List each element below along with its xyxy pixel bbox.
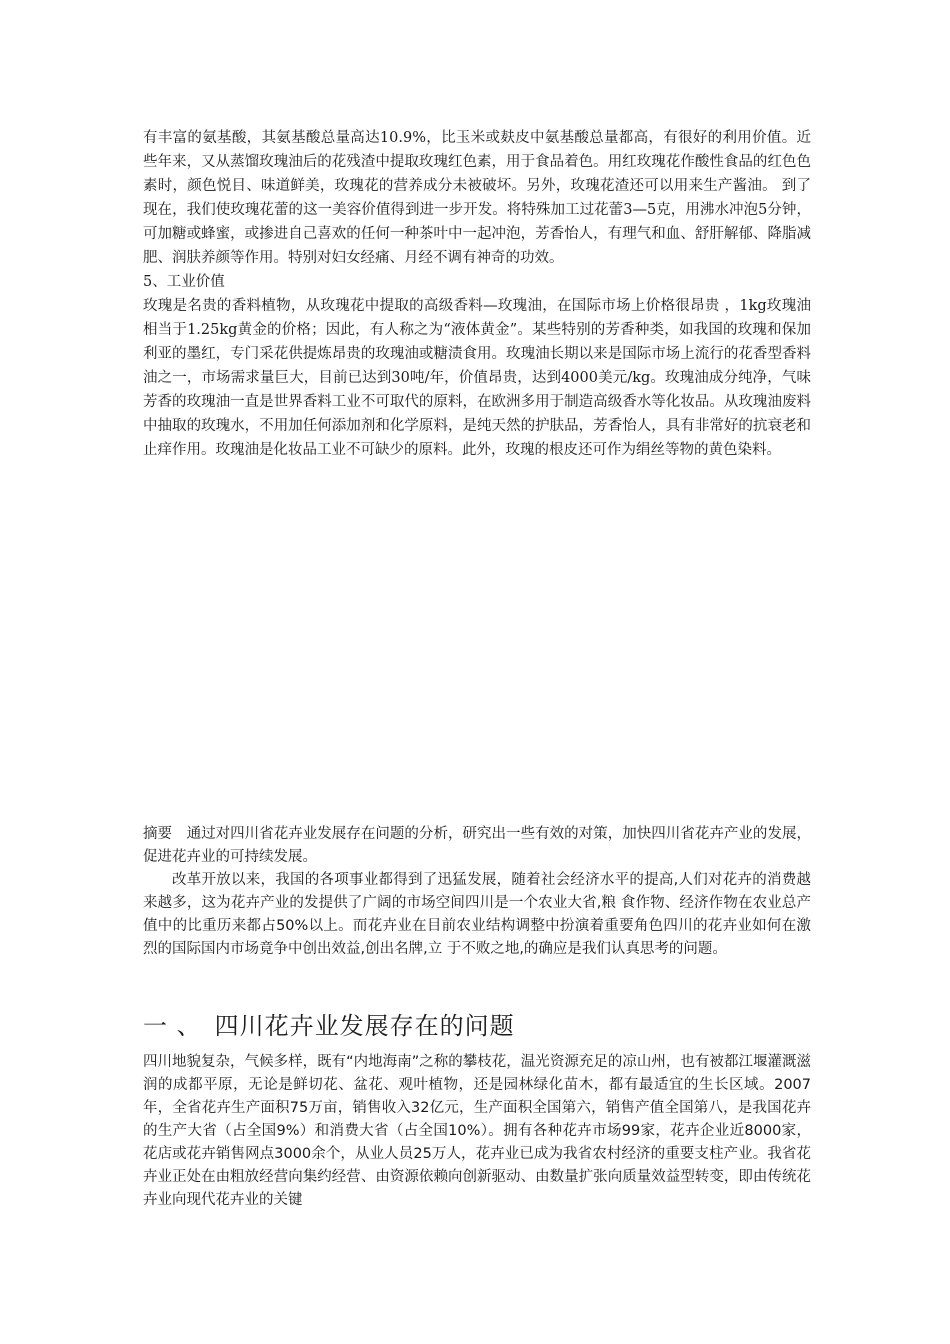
industrial-value-paragraph: 玫瑰是名贵的香料植物，从玫瑰花中提取的高级香料—玫瑰油，在国际市场上价格很昂贵 ，1kg玫瑰油相当于1.25kg黄金的价格；因此，有人称之为“液体黄金”。某些特别的芳香种类，如我国的玫瑰和保加利亚的墨红，专门采花供提炼昂贵的玫瑰油或糖渍食用。玫瑰油长期以来是国际市场上流行的花香型香料油之一，市场需求量巨大，目前已达到30吨/年，价值昂贵，达到4000美元/kg。玫瑰油成分纯净，气味芳香的玫瑰油一直是世界香料工业不可取代的原料，在欧洲多用于制造高级香水等化妆品。从玫瑰油废料中抽取的玫瑰水，不用加任何添加剂和化学原料，是纯天然的护肤品，芳香怡人，具有非常好的抗衰老和止痒作用。玫瑰油是化妆品工业不可缺少的原料。此外，玫瑰的根皮还可作为绢丝等物的黄色染料。 <box>143 298 811 458</box>
intro-paragraph: 改革开放以来，我国的各项事业都得到了迅猛发展，随着社会经济水平的提高,人们对花卉的消费越来越多，这为花卉产业的发提供了广阔的市场空间四川是一个农业大省,粮 食作物、经济作物在农业总产值中的比重历来都占50%以上。而花卉业在目前农业结构调整中扮演着重要角色四川的花卉业如何在激烈的国际国内市场竟争中创出效益,创出名牌,立 于不败之地,的确应是我们认真思考的问题。 <box>143 872 811 957</box>
section-heading-problems: 一 、 四川花卉业发展存在的问题 <box>143 1012 515 1040</box>
rose-value-section <box>143 126 811 462</box>
rose-paragraph-continued: 有丰富的氨基酸，其氨基酸总量高达10.9%，比玉米或麸皮中氨基酸总量都高，有很好的利用价值。近些年来，又从蒸馏玫瑰油后的花残渣中提取玫瑰红色素，用于食品着色。用红玫瑰花作酸性食品的红色色素时，颜色悦目、味道鲜美，玫瑰花的营养成分未被破坏。另外，玫瑰花渣还可以用来生产酱油。 到了现在，我们使玫瑰花蕾的这一美容价值得到进一步开发。将特殊加工过花蕾3—5克，用沸水冲泡5分钟，可加糖或蜂蜜，或掺进自己喜欢的任何一种茶叶中一起冲泡，芳香怡人，有理气和血、舒肝解郁、降脂减肥、润肤养颜等作用。特别对妇女经痛、月经不调有神奇的功效。 <box>143 130 811 266</box>
abstract-paragraph: 摘要 通过对四川省花卉业发展存在问题的分析，研究出一些有效的对策，加快四川省花卉产业的发展，促进花卉业的可持续发展。 <box>143 826 811 865</box>
sichuan-abstract-section <box>143 823 811 961</box>
industrial-value-heading: 5、工业价值 <box>143 274 225 290</box>
body-paragraph: 四川地貌复杂，气候多样，既有“内地海南”之称的攀枝花，温光资源充足的凉山州，也有被都江堰灌溉滋润的成都平原，无论是鲜切花、盆花、观叶植物，还是园林绿化苗木，都有最适宜的生长区域。2007年，全省花卉生产面积75万亩，销售收入32亿元，生产面积全国第六，销售产值全国第八，是我国花卉的生产大省（占全国9%）和消费大省（占全国10%）。拥有各种花卉市场99家，花卉企业近8000家，花店或花卉销售网点3000余个，从业人员25万人，花卉业已成为我省农村经济的重要支柱产业。我省花卉业正处在由粗放经营向集约经营、由资源依赖向创新驱动、由数量扩张向质量效益型转变，即由传统花卉业向现代花卉业的关键 <box>143 1054 811 1208</box>
sichuan-body-section <box>143 1051 811 1212</box>
